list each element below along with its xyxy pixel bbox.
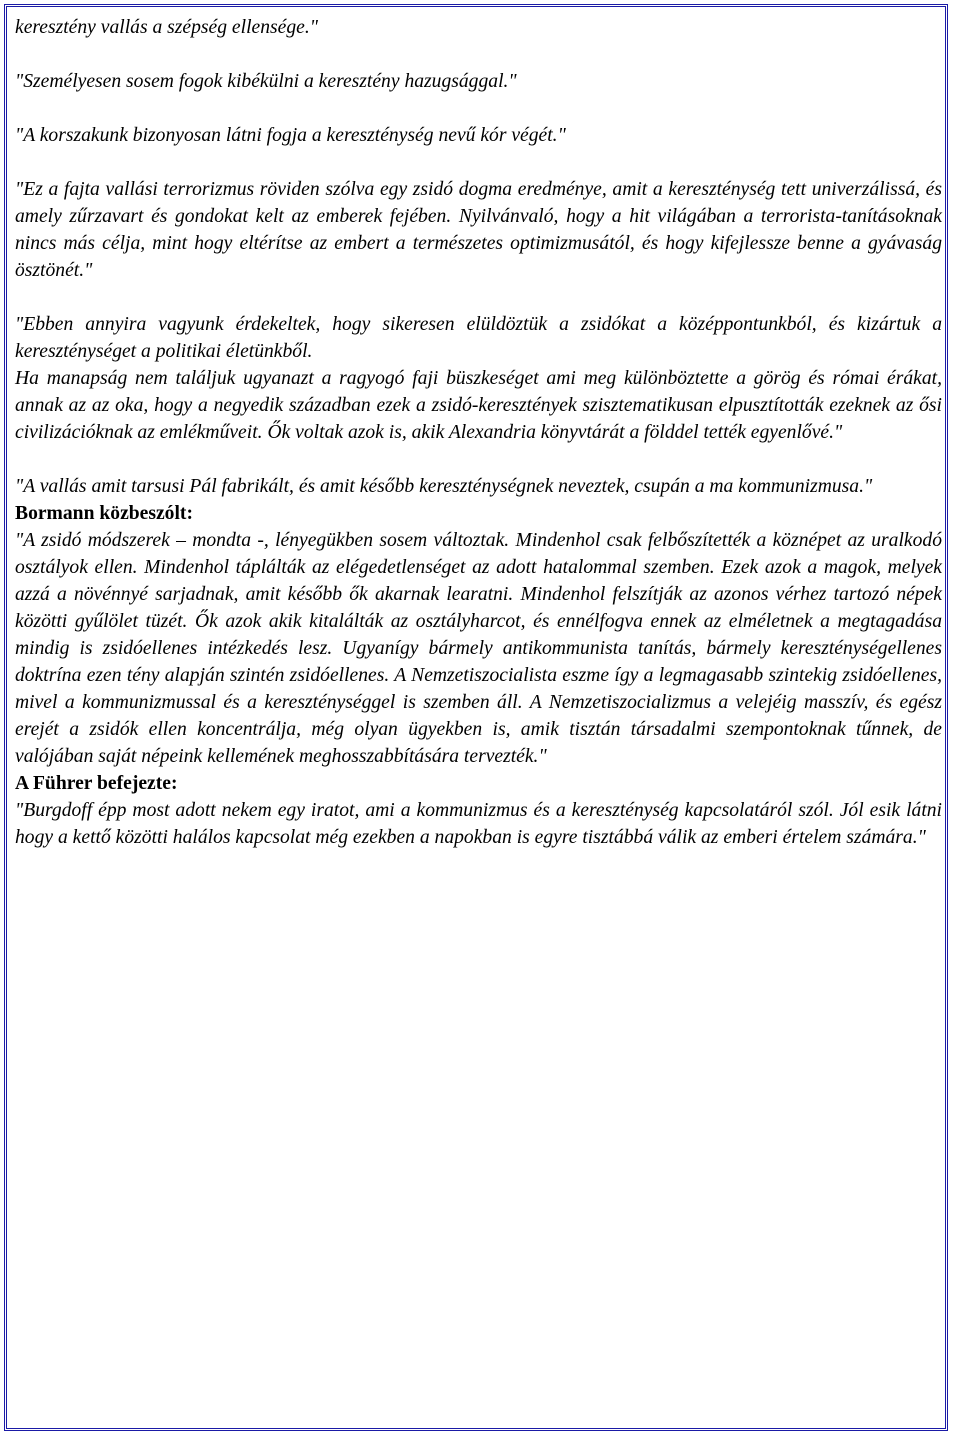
paragraph-2: "Személyesen sosem fogok kibékülni a keresztény hazugsággal." [15, 71, 517, 92]
speaker-heading-fuhrer: A Führer befejezte: [15, 773, 178, 794]
speaker-heading-bormann: Bormann közbeszólt: [15, 503, 193, 524]
document-body [15, 14, 942, 851]
paragraph-1: keresztény vallás a szépség ellensége." [15, 17, 318, 38]
paragraph-3: "A korszakunk bizonyosan látni fogja a kereszténység nevű kór végét." [15, 125, 566, 146]
paragraph-8: "A zsidó módszerek – mondta -, lényegükben sosem változtak. Mindenhol csak felbőszítették a köznépet az uralkodó osztályok ellen. Mindenhol táplálták az elégedetlenséget az adott hatalommal szemben. Ezek azok a magok, melyek azzá a növénnyé sarjadnak, amit később ők akarnak learatni. Mindenhol felszítják az azonos vérhez tartozó népek közötti gyűlölet tüzét. Ők azok akik kitalálták az osztályharcot, és ennélfogva ennek az elméletnek a megtagadása mindig is zsidóellenes intézkedés lesz. Ugyanígy bármely antikommunista tanítás, bármely kereszténységellenes doktrína ezen tény alapján szintén zsidóellenes. A Nemzetiszocialista eszme így a legmagasabb szintekig zsidóellenes, mivel a kommunizmussal és a kereszténységgel is szemben áll. A Nemzetiszocializmus a velejéig masszív, és egész erejét a zsidók ellen koncentrálja, még olyan ügyekben is, amik tisztán társadalmi szempontoknak tűnnek, de valójában saját népeink kellemének meghosszabbítására tervezték." [15, 530, 942, 767]
paragraph-9: "Burgdoff épp most adott nekem egy iratot, ami a kommunizmus és a kereszténység kapcsolatáról szól. Jól esik látni hogy a kettő közötti halálos kapcsolat még ezekben a napokban is egyre tisztábbá válik az emberi értelem számára." [15, 800, 942, 848]
paragraph-4: "Ez a fajta vallási terrorizmus röviden szólva egy zsidó dogma eredménye, amit a kereszténység tett univerzálissá, és amely zűrzavart és gondokat kelt az emberek fejében. Nyilvánvaló, hogy a hit világában a terrorista-tanításoknak nincs más célja, mint hogy eltérítse az embert a természetes optimizmusától, és hogy kifejlessze benne a gyávaság ösztönét." [15, 179, 942, 281]
paragraph-5: "Ebben annyira vagyunk érdekeltek, hogy sikeresen elüldöztük a zsidókat a középpontunkból, és kizártuk a kereszténységet a politikai életünkből. [15, 314, 942, 362]
paragraph-7: "A vallás amit tarsusi Pál fabrikált, és amit később kereszténységnek neveztek, csupán a ma kommunizmusa." [15, 476, 873, 497]
paragraph-6: Ha manapság nem találjuk ugyanazt a ragyogó faji büszkeséget ami meg különböztette a görög és római érákat, annak az az oka, hogy a negyedik században ezek a zsidó-keresztények szisztematikusan elpusztították ezeknek az ősi civilizációknak az emlékműveit. Ők voltak azok is, akik Alexandria könyvtárát a földdel tették egyenlővé." [15, 368, 942, 443]
